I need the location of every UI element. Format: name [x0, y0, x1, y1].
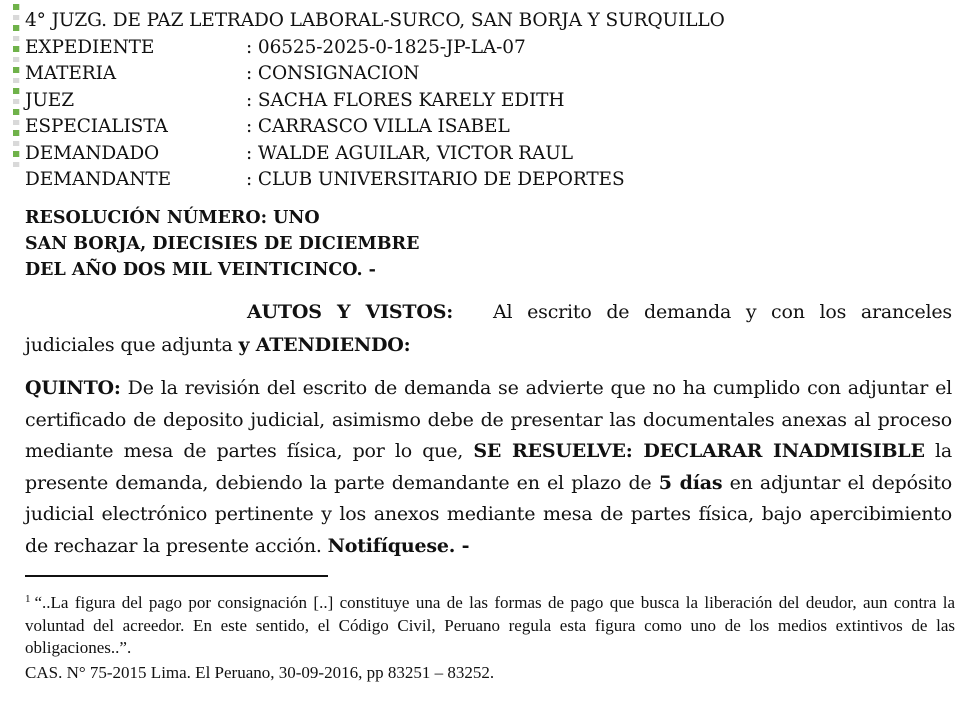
- header-row-juez: [25, 88, 725, 115]
- header-label: DEMANDADO: [25, 142, 160, 164]
- header-label: ESPECIALISTA: [25, 116, 168, 137]
- quinto-days: 5 días: [658, 471, 723, 494]
- footnote-separator: [25, 575, 328, 577]
- footnote-body: [25, 588, 955, 660]
- footnote: [25, 588, 955, 684]
- header-value: : SACHA FLORES KARELY EDITH: [246, 89, 565, 111]
- quinto-text-2: la presente demanda, debiendo la parte demandante en el plazo de: [25, 440, 952, 494]
- header-value: : WALDE AGUILAR, VICTOR RAUL: [246, 142, 573, 164]
- resolution-date: SAN BORJA, DIECISIES DE DICIEMBRE: [25, 234, 420, 254]
- header-label: DEMANDANTE: [25, 169, 172, 190]
- case-header: [25, 8, 725, 194]
- quinto-resolve: SE RESUELVE: DECLARAR INADMISIBLE: [473, 440, 925, 463]
- autos-text: Al escrito de demanda y con los aranceles judiciales que adjunta: [25, 301, 952, 356]
- court-name: 4° JUZG. DE PAZ LETRADO LABORAL-SURCO, SAN BORJA Y SURQUILLO: [25, 10, 725, 31]
- header-value: : CONSIGNACION: [246, 63, 420, 84]
- header-value: : CLUB UNIVERSITARIO DE DEPORTES: [246, 169, 625, 190]
- quinto-text-1: De la revisión del escrito de demanda se advierte que no ha cumplido con adjuntar el certificado de deposito judicial, asimismo debe de presentar las documentales anexas al proceso mediante mesa de partes física, por lo que,: [25, 377, 952, 463]
- quinto-text-3: en adjuntar el depósito judicial electrónico pertinente y los anexos mediante mesa de partes física, bajo apercibimiento de rechazar la presente acción.: [25, 471, 952, 557]
- header-row-expediente: [25, 35, 725, 62]
- header-row-especialista: [25, 114, 725, 141]
- quinto-notify: Notifíquese. -: [327, 534, 470, 557]
- resolution-year: DEL AÑO DOS MIL VEINTICINCO. -: [25, 260, 376, 280]
- footnote-citation: CAS. N° 75-2015 Lima. El Peruano, 30-09-2016, pp 83251 – 83252.: [25, 662, 495, 682]
- header-row-demandante: [25, 167, 725, 194]
- autos-paragraph: [25, 296, 952, 362]
- header-label: EXPEDIENTE: [25, 36, 155, 58]
- resolution-block: [25, 205, 419, 283]
- quinto-paragraph: [25, 373, 952, 563]
- quinto-heading: QUINTO:: [25, 377, 121, 399]
- header-row-demandado: [25, 141, 725, 168]
- resolution-number: RESOLUCIÓN NÚMERO: UNO: [25, 208, 320, 228]
- header-label: JUEZ: [25, 89, 74, 111]
- footnote-number: 1: [25, 593, 31, 605]
- header-label: MATERIA: [25, 63, 117, 84]
- header-row-materia: [25, 61, 725, 88]
- autos-heading: AUTOS Y VISTOS:: [247, 301, 454, 323]
- footnote-text: “..La figura del pago por consignación [..] constituye una de las formas de pago que busca la liberación del deudor, aun contra la voluntad del acreedor. En este sentido, el Código Civil, Peruano regula esta figura como uno de los medios extintivos de las obligaciones..”.: [25, 593, 955, 657]
- header-value: : 06525-2025-0-1825-JP-LA-07: [246, 36, 526, 58]
- court-name-line: [25, 8, 725, 35]
- autos-closing: y ATENDIENDO:: [238, 334, 411, 356]
- header-value: : CARRASCO VILLA ISABEL: [246, 116, 510, 137]
